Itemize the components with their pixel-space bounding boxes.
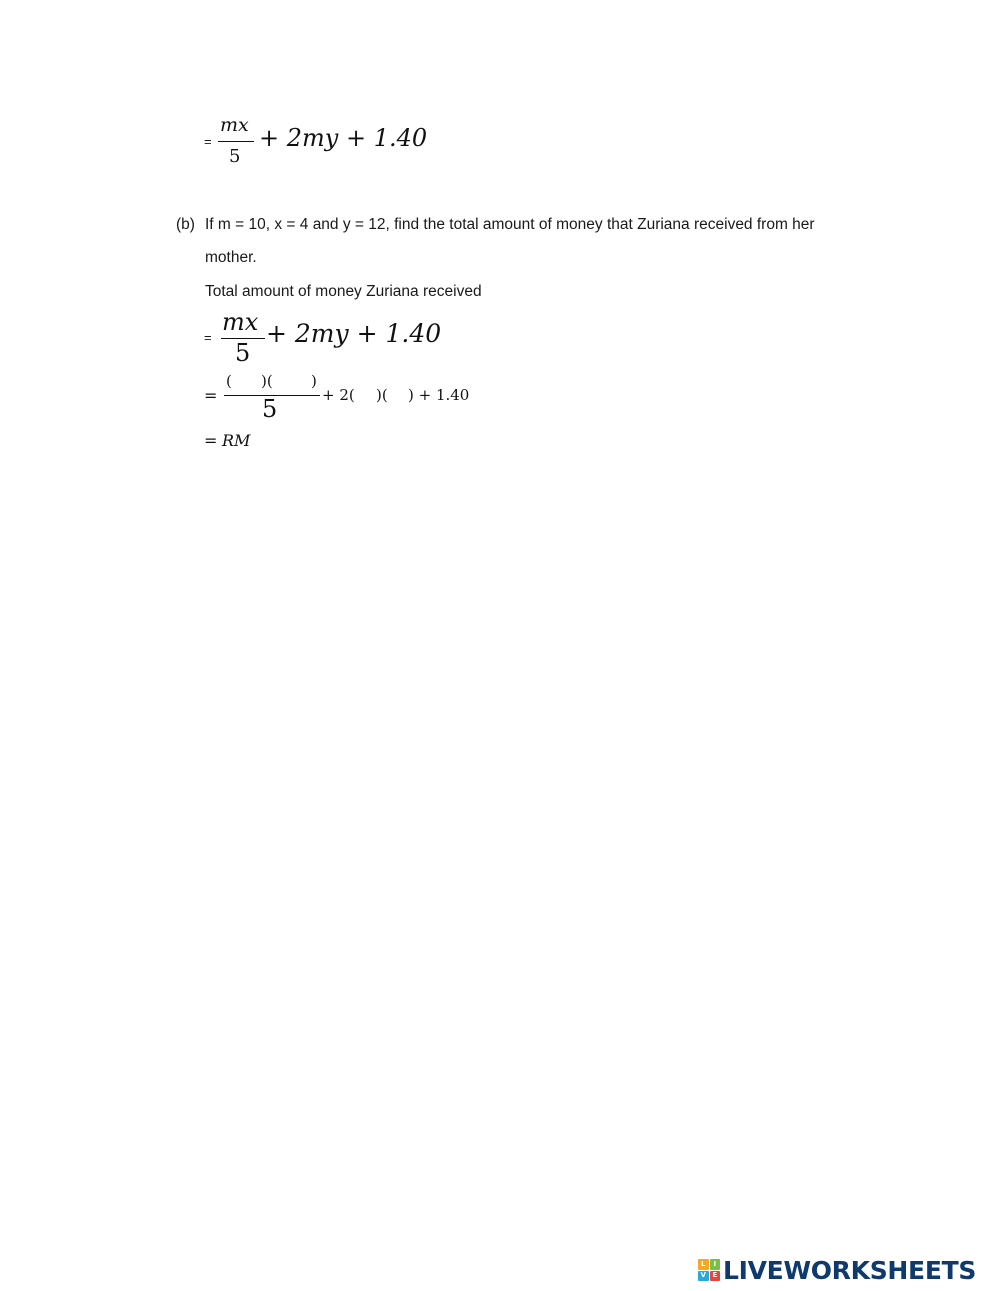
logo-tile-v: V <box>698 1271 709 1282</box>
part-a-expression <box>204 112 464 172</box>
liveworksheets-logo <box>698 1254 976 1286</box>
step2-denominator: 5 <box>262 395 278 423</box>
step2-numerator-close2: ) <box>311 372 317 390</box>
step1-rest: + 2my + 1.40 <box>266 319 442 348</box>
part-b-question-line2: mother. <box>205 249 257 266</box>
step2-rest-b: )( <box>376 386 388 404</box>
step1-numerator: mx <box>222 308 259 336</box>
part-a-fraction-bar <box>218 141 254 142</box>
step1-expression <box>204 308 464 370</box>
logo-tile-i: I <box>710 1259 721 1270</box>
step2-numerator-open1: ( <box>226 372 232 390</box>
logo-text: LIVEWORKSHEETS <box>723 1255 977 1285</box>
part-a-equals: = <box>204 134 212 149</box>
part-a-numerator: mx <box>220 114 249 136</box>
step2-rest-a: + 2( <box>322 386 355 404</box>
step3-unit: RM <box>222 431 251 450</box>
step3-equals: = <box>204 431 218 450</box>
step2-numerator-close1: )( <box>261 372 273 390</box>
step1-denominator: 5 <box>235 339 251 367</box>
logo-icon <box>698 1259 720 1281</box>
part-a-denominator: 5 <box>229 146 241 167</box>
part-b-intro: Total amount of money Zuriana received <box>205 283 482 300</box>
logo-tile-l: L <box>698 1259 709 1270</box>
step2-rest-c: ) + 1.40 <box>408 386 470 404</box>
part-b-question-line1: If m = 10, x = 4 and y = 12, find the total amount of money that Zuriana received from her <box>205 216 815 233</box>
step2-expression <box>204 372 494 428</box>
step1-equals: = <box>204 330 212 345</box>
logo-tile-e: E <box>710 1271 721 1282</box>
step2-equals: = <box>204 386 218 405</box>
step3-expression <box>204 431 284 453</box>
part-a-rest: + 2my + 1.40 <box>259 124 428 152</box>
part-b-label: (b) <box>176 216 195 233</box>
